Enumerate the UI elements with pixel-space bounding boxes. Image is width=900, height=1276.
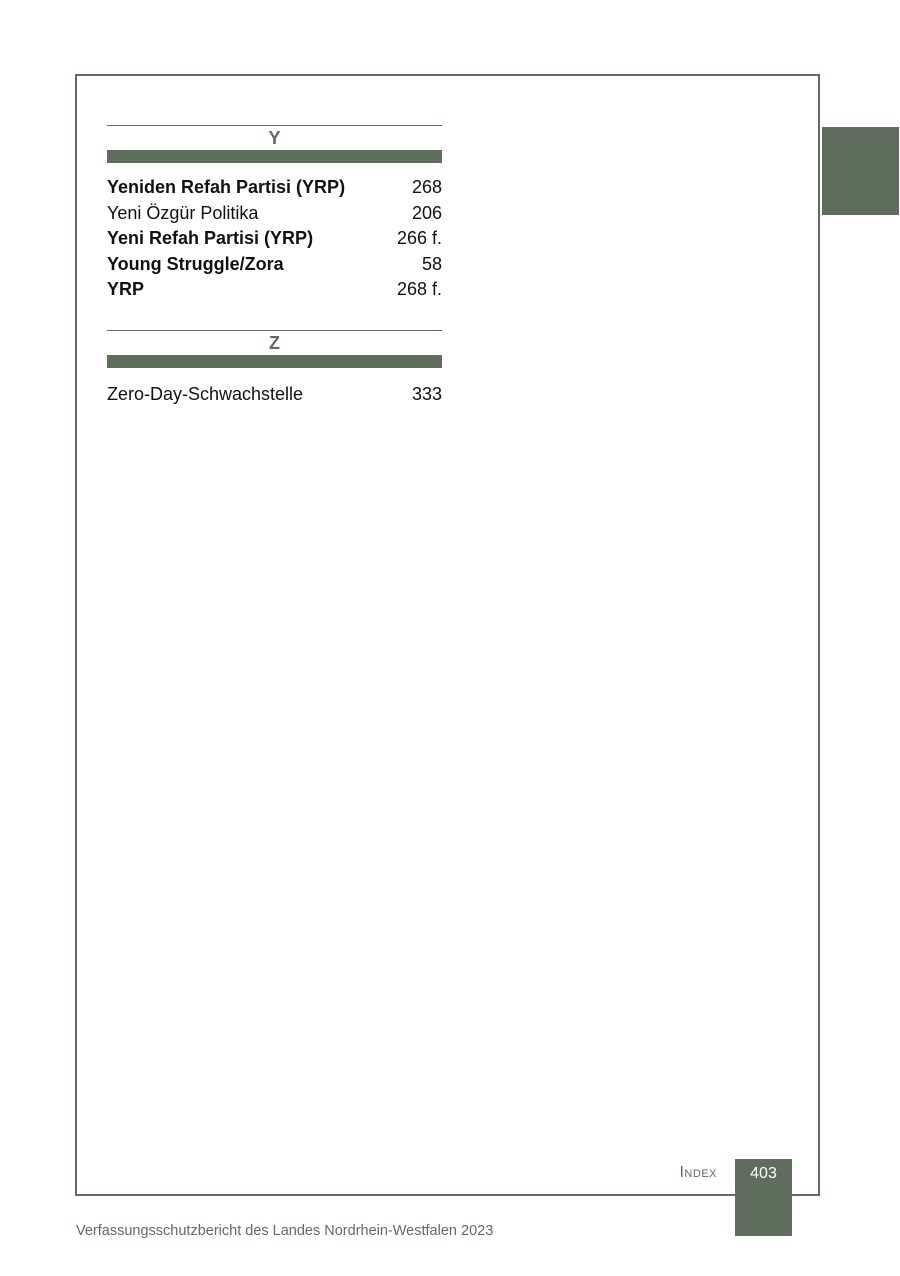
index-entry [107,175,442,201]
index-term: Yeni Özgür Politika [107,202,259,223]
index-page-ref: 266 f. [396,228,442,249]
index-term: Zero-Day-Schwachstelle [107,384,304,404]
index-section-y [107,125,442,303]
index-term: Yeni Refah Partisi (YRP) [107,228,314,249]
section-bar [107,355,442,368]
running-section-label: Index [679,1164,717,1181]
index-entry [107,382,442,408]
chapter-tab-marker [822,127,899,215]
index-entry [107,252,442,278]
index-page-ref: 206 [411,202,442,223]
index-entry [107,277,442,303]
index-page-ref: 268 f. [396,279,442,300]
publication-footer: Verfassungsschutzbericht des Landes Nordrhein-Westfalen 2023 [76,1223,494,1239]
index-entry-list [107,175,442,303]
index-page-ref: 268 [411,177,442,197]
index-section-z [107,330,442,408]
index-page-ref: 333 [411,384,442,404]
section-letter: Z [269,333,280,353]
index-entry [107,201,442,227]
index-term: Yeniden Refah Partisi (YRP) [107,177,346,197]
index-entry [107,226,442,252]
section-letter: Y [268,128,281,148]
index-term: Young Struggle/Zora [107,253,284,274]
section-bar [107,150,442,163]
index-page-ref: 58 [421,253,442,274]
index-term: YRP [107,279,145,300]
index-entry-list [107,382,442,408]
page-number: 403 [735,1159,792,1236]
